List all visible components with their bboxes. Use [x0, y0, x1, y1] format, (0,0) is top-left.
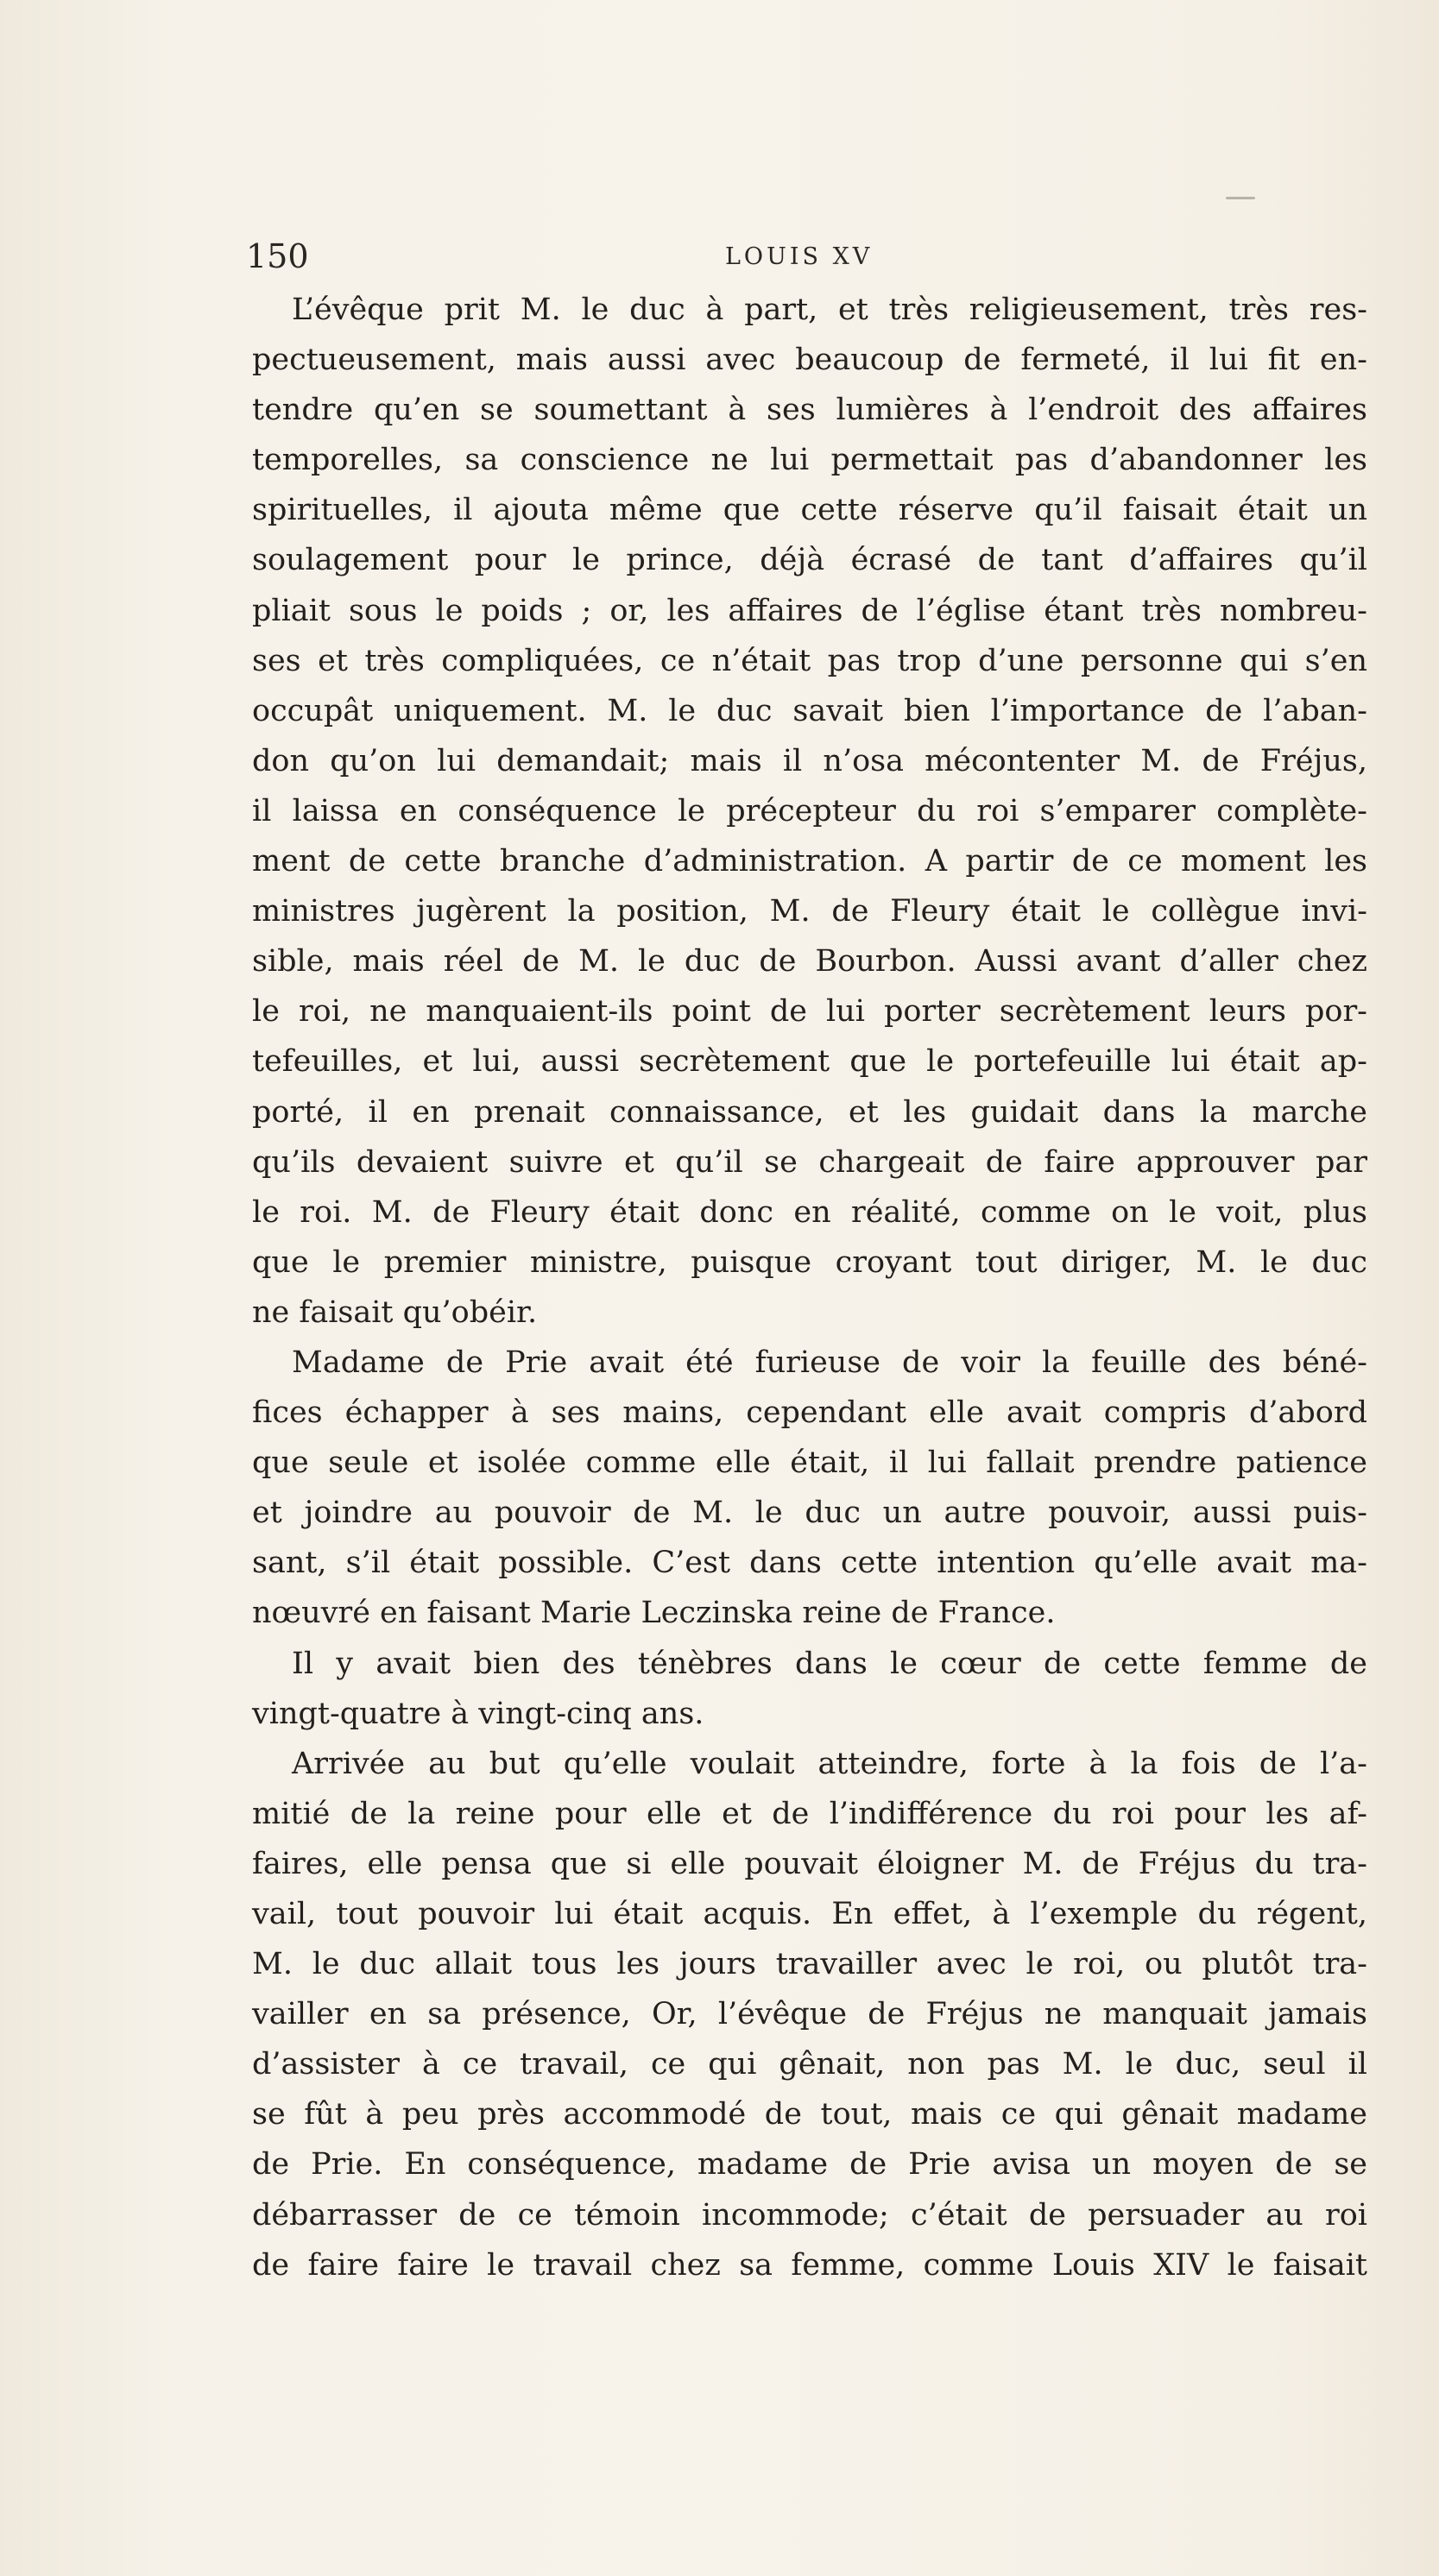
text-line: occupât uniquement. M. le duc savait bien l’importance de l’aban- — [252, 693, 1367, 728]
text-line: se fût à peu près accommodé de tout, mais ce qui gênait madame — [252, 2097, 1367, 2132]
text-line: d’assister à ce travail, ce qui gênait, non pas M. le duc, seul il — [252, 2047, 1367, 2082]
text-line: le roi. M. de Fleury était donc en réalité, comme on le voit, plus — [252, 1194, 1367, 1230]
text-line: Arrivée au but qu’elle voulait atteindre, forte à la fois de l’a- — [292, 1746, 1367, 1781]
text-line: faires, elle pensa que si elle pouvait éloigner M. de Fréjus du tra- — [252, 1846, 1367, 1881]
text-line: fices échapper à ses mains, cependant elle avait compris d’abord — [252, 1395, 1367, 1431]
body-text — [252, 285, 1367, 2290]
text-line: il laissa en conséquence le précepteur du roi s’emparer complète- — [252, 793, 1367, 828]
ink-mark — [1226, 197, 1255, 199]
text-line: de Prie. En conséquence, madame de Prie avisa un moyen de se — [252, 2147, 1367, 2182]
text-line: don qu’on lui demandait; mais il n’osa mécontenter M. de Fréjus, — [252, 743, 1367, 778]
text-line: de faire faire le travail chez sa femme, comme Louis XIV le faisait — [252, 2247, 1367, 2283]
text-line: tendre qu’en se soumettant à ses lumières à l’endroit des affaires — [252, 393, 1367, 428]
text-line: que le premier ministre, puisque croyant tout diriger, M. le duc — [252, 1244, 1367, 1280]
text-line: temporelles, sa conscience ne lui permettait pas d’abandonner les — [252, 443, 1367, 478]
text-line: vailler en sa présence, Or, l’évêque de Fréjus ne manquait jamais — [252, 1997, 1367, 2032]
text-line: sant, s’il était possible. C’est dans cette intention qu’elle avait ma- — [252, 1546, 1367, 1581]
text-line: ministres jugèrent la position, M. de Fleury était le collègue invi- — [252, 894, 1367, 929]
text-line: vail, tout pouvoir lui était acquis. En effet, à l’exemple du régent, — [252, 1897, 1367, 1931]
running-title: LOUIS XV — [725, 243, 874, 270]
text-line: ne faisait qu’obéir. — [252, 1294, 538, 1330]
text-line: pectueusement, mais aussi avec beaucoup de fermeté, il lui fit en- — [252, 343, 1367, 378]
page-header — [246, 235, 1368, 278]
text-line: ses et très compliquées, ce n’était pas trop d’une personne qui s’en — [252, 643, 1367, 678]
text-line: Madame de Prie avait été furieuse de voir la feuille des béné- — [292, 1345, 1367, 1380]
text-line: mitié de la reine pour elle et de l’indifférence du roi pour les af- — [252, 1796, 1367, 1831]
page-number: 150 — [246, 237, 309, 275]
text-line: pliait sous le poids ; or, les affaires de l’église étant très nombreu- — [252, 593, 1367, 628]
text-line: porté, il en prenait connaissance, et les guidait dans la marche — [252, 1094, 1367, 1130]
text-line: M. le duc allait tous les jours travailler avec le roi, ou plutôt tra- — [252, 1947, 1367, 1982]
text-line: débarrasser de ce témoin incommode; c’était de persuader au roi — [252, 2197, 1367, 2233]
text-line: soulagement pour le prince, déjà écrasé de tant d’affaires qu’il — [252, 543, 1367, 578]
text-line: tefeuilles, et lui, aussi secrètement que le portefeuille lui était ap- — [252, 1044, 1367, 1080]
text-line: qu’ils devaient suivre et qu’il se chargeait de faire approuver par — [252, 1144, 1367, 1180]
text-line: que seule et isolée comme elle était, il lui fallait prendre patience — [252, 1445, 1367, 1481]
text-line: vingt-quatre à vingt-cinq ans. — [252, 1696, 704, 1731]
text-line: Il y avait bien des ténèbres dans le cœur de cette femme de — [292, 1646, 1367, 1681]
text-line: et joindre au pouvoir de M. le duc un autre pouvoir, aussi puis- — [252, 1496, 1367, 1531]
text-line: le roi, ne manquaient-ils point de lui porter secrètement leurs por- — [252, 994, 1367, 1030]
text-line: nœuvré en faisant Marie Leczinska reine de France. — [252, 1596, 1056, 1631]
text-line: sible, mais réel de M. le duc de Bourbon. Aussi avant d’aller chez — [252, 944, 1367, 979]
text-line: ment de cette branche d’administration. A partir de ce moment les — [252, 844, 1367, 879]
text-line: spirituelles, il ajouta même que cette réserve qu’il faisait était un — [252, 493, 1367, 528]
text-line: L’évêque prit M. le duc à part, et très religieusement, très res- — [292, 293, 1367, 327]
